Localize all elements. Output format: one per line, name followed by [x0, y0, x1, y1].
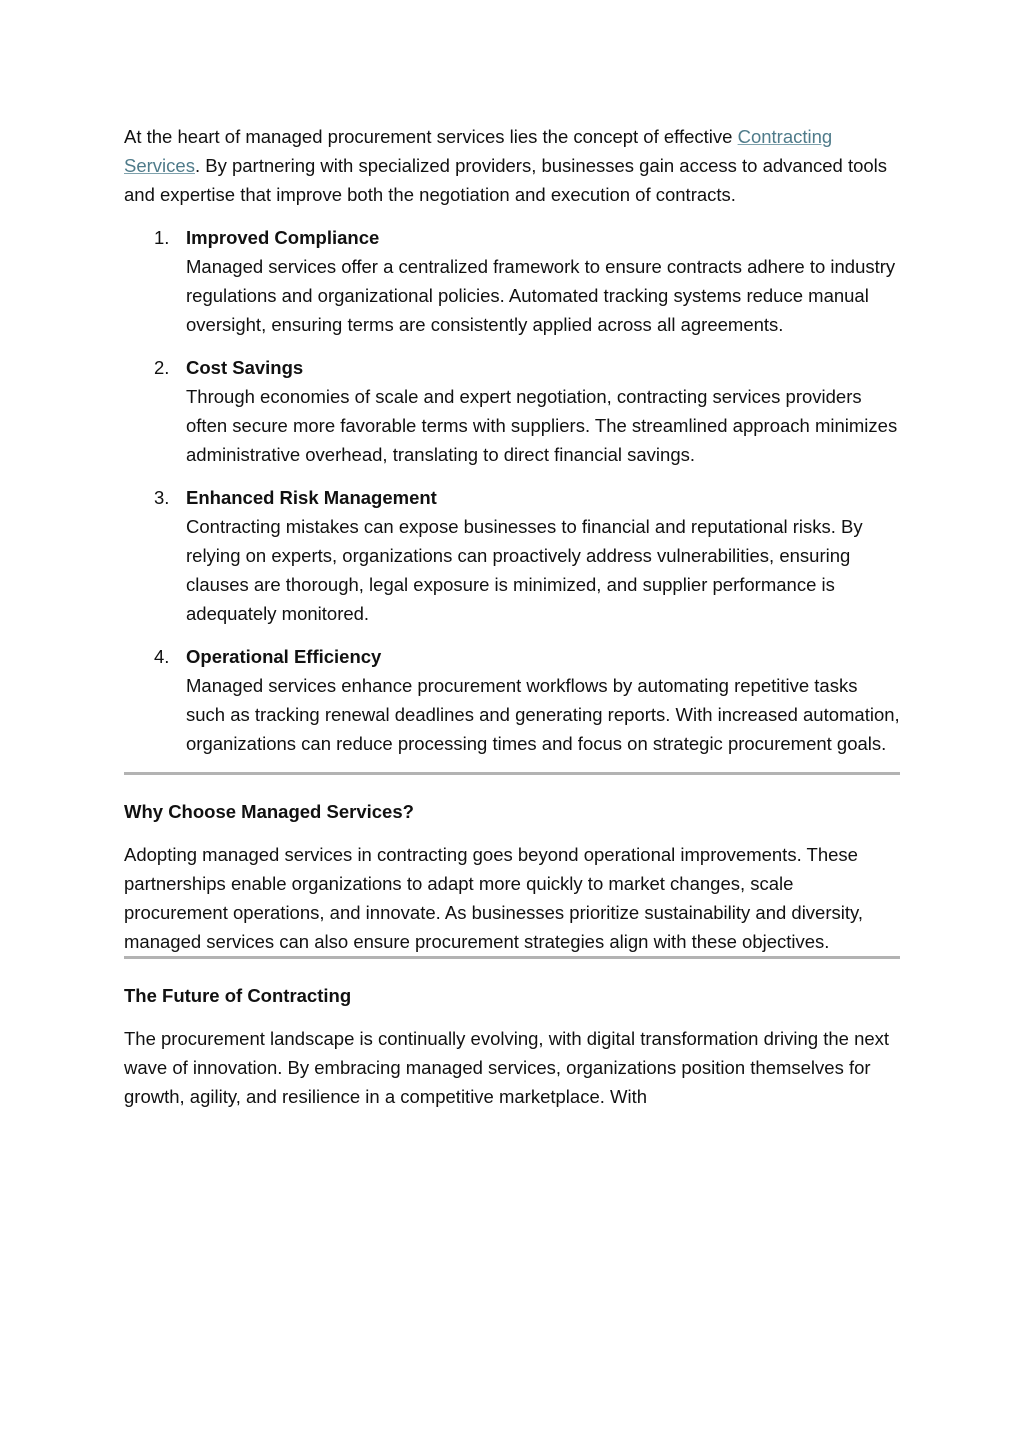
list-item-number: 3. — [154, 487, 170, 508]
list-item — [124, 642, 900, 758]
list-item-title: Enhanced Risk Management — [186, 487, 437, 508]
contracting-services-link[interactable]: Contracting Services — [124, 126, 833, 176]
why-heading: Why Choose Managed Services? — [124, 801, 414, 822]
list-item-body: Through economies of scale and expert negotiation, contracting services providers often secure more favorable terms with suppliers. The streamlined approach minimizes administrative overhead, translating to direct financial savings. — [186, 386, 898, 465]
list-item-body: Managed services offer a centralized framework to ensure contracts adhere to industry regulations and organizational policies. Automated tracking systems reduce manual oversight, ensuring terms are consistently applied across all agreements. — [186, 256, 896, 335]
list-item-title: Improved Compliance — [186, 227, 380, 248]
why-paragraph: Adopting managed services in contracting goes beyond operational improvements. These partnerships enable organizations to adapt more quickly to market changes, scale procurement operations, and innovate. As businesses prioritize sustainability and diversity, managed services can also ensure procurement strategies align with these objectives. — [124, 844, 864, 952]
future-heading: The Future of Contracting — [124, 985, 352, 1006]
list-item-body: Managed services enhance procurement workflows by automating repetitive tasks such as tracking renewal deadlines and generating reports. With increased automation, organizations can reduce processing times and focus on strategic procurement goals. — [186, 675, 900, 754]
list-item — [124, 483, 900, 628]
list-item-number: 1. — [154, 227, 170, 248]
list-item — [124, 353, 900, 469]
intro-paragraph — [124, 122, 900, 209]
list-item-number: 2. — [154, 357, 170, 378]
list-item-title: Cost Savings — [186, 357, 304, 378]
section-divider — [124, 772, 900, 775]
future-paragraph: The procurement landscape is continually evolving, with digital transformation driving the next wave of innovation. By embracing managed services, organizations position themselves for growth, agility, and resilience in a competitive marketplace. With — [124, 1028, 890, 1107]
list-item-number: 4. — [154, 646, 170, 667]
list-item-body: Contracting mistakes can expose businesses to financial and reputational risks. By relying on experts, organizations can proactively address vulnerabilities, ensuring clauses are thorough, legal exposure is minimized, and supplier performance is adequately monitored. — [186, 516, 863, 624]
benefits-list — [124, 223, 900, 758]
list-item — [124, 223, 900, 339]
intro-text-after: . By partnering with specialized providers, businesses gain access to advanced tools and expertise that improve both the negotiation and execution of contracts. — [124, 155, 888, 205]
list-item-title: Operational Efficiency — [186, 646, 382, 667]
section-divider — [124, 956, 900, 959]
intro-text-before: At the heart of managed procurement services lies the concept of effective — [124, 126, 738, 147]
document-content — [124, 122, 900, 1111]
